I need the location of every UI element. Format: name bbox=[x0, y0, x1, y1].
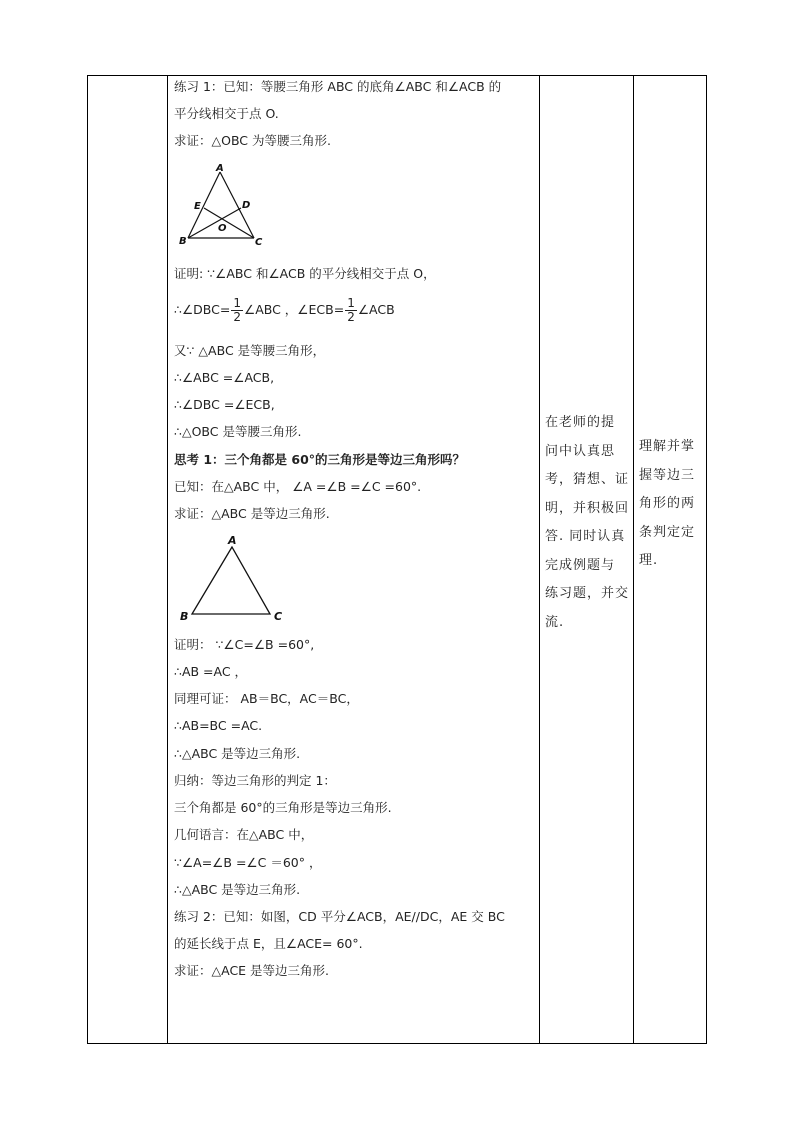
geometry-title: 几何语言：在△ABC 中， bbox=[174, 827, 314, 842]
think1-title: 思考 1：三个角都是 60°的三角形是等边三角形吗？ bbox=[174, 452, 466, 467]
table-border-right bbox=[706, 75, 707, 1044]
student-activity: 在老师的提 问中认真思 考，猜想、证 明，并积极回 答. 同时认真 完成例题与 练习题，并交 流. bbox=[545, 415, 630, 630]
geometry-line1: ∵∠A=∠B =∠C ＝60° ， bbox=[174, 855, 322, 870]
proof1-line4: ∴∠ABC =∠ACB, bbox=[174, 370, 275, 385]
table-border-bottom bbox=[87, 1043, 707, 1044]
proof1-line5: ∴∠DBC =∠ECB, bbox=[174, 397, 275, 412]
label-b: B bbox=[179, 236, 187, 247]
proof1-line2: ∴∠DBC= $\frac{1}{2}$ ∠ABC ，∠ECB= $\frac{1}{2}$ ∠ACB bbox=[174, 296, 395, 324]
fraction-half: $\frac{1}{2}$ bbox=[347, 296, 355, 324]
proof2-line5: ∴△ABC 是等边三角形. bbox=[174, 746, 301, 761]
think1-given: 已知：在△ABC 中， ∠A =∠B =∠C =60°. bbox=[174, 479, 422, 494]
practice1-given-cont: 平分线相交于点 O. bbox=[174, 106, 279, 121]
practice1-given: 练习 1：已知：等腰三角形 ABC 的底角∠ABC 和∠ACB 的 bbox=[174, 79, 502, 94]
design-intent: 理解并掌 握等边三 角形的两 条判定定 理. bbox=[639, 439, 696, 568]
proof2-line4: ∴AB=BC =AC. bbox=[174, 718, 263, 733]
figure-triangle-bisectors bbox=[174, 160, 274, 252]
label-e: E bbox=[194, 201, 201, 212]
practice2-given: 练习 2：已知：如图，CD 平分∠ACB，AE//DC，AE 交 BC bbox=[174, 909, 505, 924]
label-d: D bbox=[242, 200, 251, 211]
practice2-given-cont: 的延长线于点 E，且∠ACE= 60°. bbox=[174, 936, 363, 951]
summary-title: 归纳：等边三角形的判定 1： bbox=[174, 773, 336, 788]
label-b: B bbox=[180, 610, 189, 623]
label-a: A bbox=[216, 163, 224, 174]
fraction-half: $\frac{1}{2}$ bbox=[233, 296, 241, 324]
table-divider-3 bbox=[633, 75, 634, 1044]
triangle-abc bbox=[192, 547, 270, 614]
proof1-line1: 证明: ∵∠ABC 和∠ACB 的平分线相交于点 O， bbox=[174, 266, 436, 281]
practice2-prove: 求证：△ACE 是等边三角形. bbox=[174, 963, 330, 978]
proof2-line1: 证明： ∵∠C=∠B =60°, bbox=[174, 637, 315, 652]
practice1-prove: 求证：△OBC 为等腰三角形. bbox=[174, 133, 331, 148]
label-a: A bbox=[228, 534, 237, 547]
table-border-left bbox=[87, 75, 88, 1044]
proof1-line3: 又∵ △ABC 是等腰三角形， bbox=[174, 343, 326, 358]
proof2-line2: ∴AB =AC ， bbox=[174, 664, 248, 679]
figure-equilateral-triangle bbox=[174, 532, 294, 624]
table-divider-2 bbox=[539, 75, 540, 1044]
label-o: O bbox=[218, 223, 227, 234]
table-divider-1 bbox=[167, 75, 168, 1044]
side-ab bbox=[188, 172, 220, 238]
proof2-line3: 同理可证： AB＝BC，AC＝BC， bbox=[174, 691, 359, 706]
teaching-content bbox=[174, 0, 534, 1043]
label-c: C bbox=[274, 610, 283, 623]
bisector-bd bbox=[188, 208, 241, 238]
geometry-line2: ∴△ABC 是等边三角形. bbox=[174, 882, 301, 897]
proof1-line6: ∴△OBC 是等腰三角形. bbox=[174, 424, 302, 439]
label-c: C bbox=[255, 237, 263, 248]
think1-prove: 求证：△ABC 是等边三角形. bbox=[174, 506, 330, 521]
summary-body: 三个角都是 60°的三角形是等边三角形. bbox=[174, 800, 392, 815]
